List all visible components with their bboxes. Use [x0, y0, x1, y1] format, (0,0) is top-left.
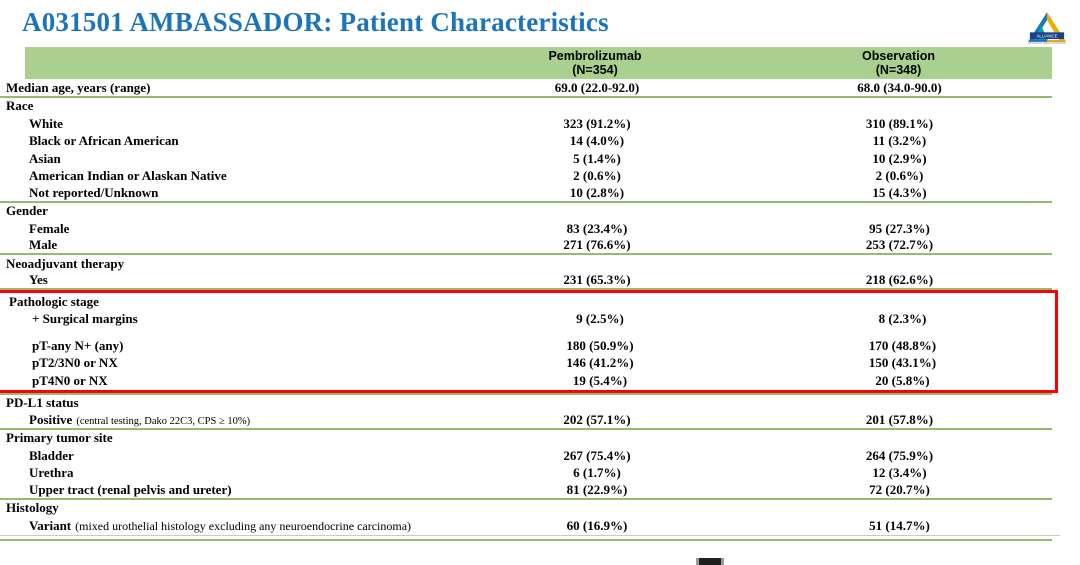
- section-row-primary-tumor-site: Primary tumor site: [6, 430, 113, 446]
- header-spacer: [25, 47, 445, 79]
- section-row-histology: Histology: [6, 500, 59, 516]
- bottom-divider-thin: [0, 535, 1060, 536]
- pathologic-stage-highlight-box: [0, 290, 1058, 393]
- table-row-pt-any-n-plus: pT-any N+ (any) 180 (50.9%) 170 (48.8%): [32, 337, 937, 353]
- table-row-median-age: Median age, years (range) 69.0 (22.0-92.0) 68.0 (34.0-90.0): [0, 80, 1052, 98]
- embedded-media-icon[interactable]: [696, 558, 724, 565]
- svg-text:ALLIANCE: ALLIANCE: [1036, 33, 1058, 39]
- section-row-gender: Gender: [6, 203, 48, 219]
- table-row-black-or-african-american: Black or African American 14 (4.0%) 11 (3.2%): [29, 133, 927, 149]
- table-row-variant-histology: Variant (mixed urothelial histology excluding any neuroendocrine carcinoma) 60 (16.9%) 51 (14.7%): [29, 517, 930, 533]
- table-row-urethra: Urethra 6 (1.7%) 12 (3.4%): [29, 465, 927, 481]
- row-spacer: [3, 328, 1055, 337]
- page-title: A031501 AMBASSADOR: Patient Characteristics: [22, 7, 609, 37]
- table-header: [25, 47, 1052, 79]
- alliance-triangle-icon: [1028, 11, 1066, 48]
- table-row-american-indian: American Indian or Alaskan Native 2 (0.6%) 2 (0.6%): [29, 168, 924, 184]
- table-row-not-reported: Not reported/Unknown 10 (2.8%) 15 (4.3%): [0, 185, 1052, 203]
- table-row-surgical-margins: + Surgical margins 9 (2.5%) 8 (2.3%): [32, 311, 927, 327]
- table-row-upper-tract: Upper tract (renal pelvis and ureter) 81 (22.9%) 72 (20.7%): [0, 482, 1052, 500]
- svg-text:FOR CLINICAL TRIALS IN ONCOLOG: FOR CLINICAL TRIALS IN ONCOLOGY: [1028, 43, 1066, 46]
- bottom-divider-green: [0, 539, 1052, 541]
- table-row-male: Male 271 (76.6%) 253 (72.7%): [0, 238, 1052, 256]
- table-row-white: White 323 (91.2%) 310 (89.1%): [29, 115, 934, 131]
- table-row-pt23n0-or-nx: pT2/3N0 or NX 146 (41.2%) 150 (43.1%): [32, 355, 937, 371]
- table-row-pt4n0-or-nx: pT4N0 or NX 19 (5.4%) 20 (5.8%): [32, 372, 930, 388]
- table-body: [0, 80, 1052, 541]
- section-row-race: Race: [6, 98, 34, 114]
- alliance-logo-icon: [1028, 11, 1066, 48]
- table-row-asian: Asian 5 (1.4%) 10 (2.9%): [29, 150, 927, 166]
- header-col-pembrolizumab: Pembrolizumab (N=354): [548, 49, 642, 77]
- header-col-observation: Observation (N=348): [862, 49, 935, 77]
- table-row-neoadjuvant-yes: Yes 231 (65.3%) 218 (62.6%): [0, 273, 1052, 291]
- table-row-pdl1-positive: Positive (central testing, Dako 22C3, CPS ≥ 10%) 202 (57.1%) 201 (57.8%): [0, 412, 1052, 430]
- section-row-pathologic-stage: Pathologic stage: [9, 293, 99, 309]
- table-row-female: Female 83 (23.4%) 95 (27.3%): [29, 220, 930, 236]
- section-row-neoadjuvant-therapy: Neoadjuvant therapy: [6, 255, 125, 271]
- patient-characteristics-table: [0, 47, 1052, 541]
- section-row-pdl1-status: PD-L1 status: [6, 395, 79, 411]
- table-row-bladder: Bladder 267 (75.4%) 264 (75.9%): [29, 447, 934, 463]
